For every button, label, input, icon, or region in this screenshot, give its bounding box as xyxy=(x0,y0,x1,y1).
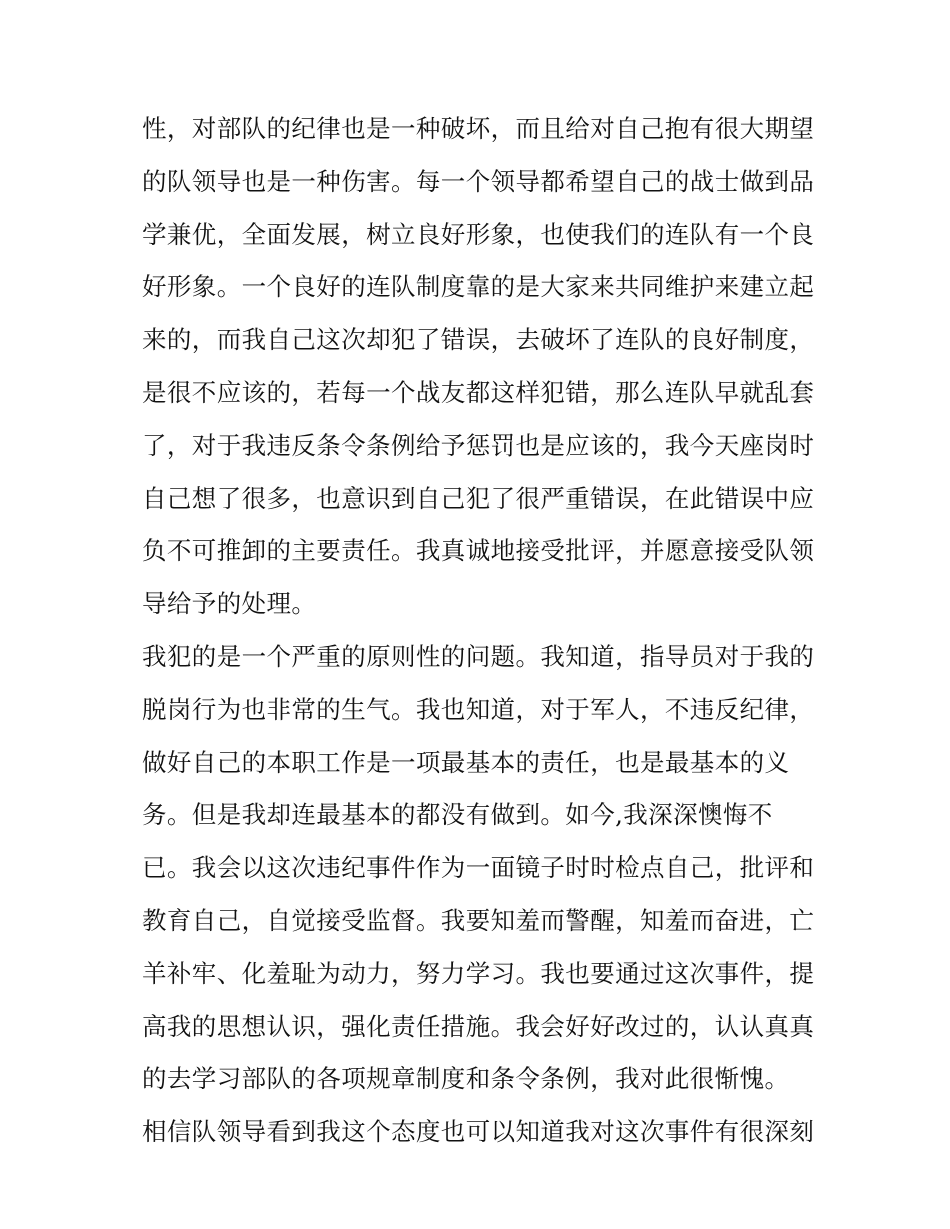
text-line: 教育自己，自觉接受监督。我要知羞而警醒，知羞而奋进，亡 xyxy=(142,905,815,935)
text-line: 务。但是我却连最基本的都没有做到。如今,我深深懊悔不 xyxy=(142,800,773,830)
text-line: 学兼优，全面发展，树立良好形象，也使我们的连队有一个良 xyxy=(142,219,815,249)
text-line: 自己想了很多，也意识到自己犯了很严重错误，在此错误中应 xyxy=(142,483,815,513)
text-line: 脱岗行为也非常的生气。我也知道，对于军人，不违反纪律， xyxy=(142,694,815,724)
text-line: 我犯的是一个严重的原则性的问题。我知道，指导员对于我的 xyxy=(142,641,815,671)
text-line: 相信队领导看到我这个态度也可以知道我对这次事件有很深刻 xyxy=(142,1117,815,1147)
text-line: 已。我会以这次违纪事件作为一面镜子时时检点自己，批评和 xyxy=(142,853,815,883)
text-line: 的队领导也是一种伤害。每一个领导都希望自己的战士做到品 xyxy=(142,166,815,196)
text-line: 负不可推卸的主要责任。我真诚地接受批评，并愿意接受队领 xyxy=(142,536,815,566)
text-line: 导给予的处理。 xyxy=(142,589,317,619)
text-line: 了，对于我违反条令条例给予惩罚也是应该的，我今天座岗时 xyxy=(142,430,815,460)
body-text xyxy=(142,103,822,1159)
text-line: 来的，而我自己这次却犯了错误，去破坏了连队的良好制度， xyxy=(142,325,815,355)
text-line: 高我的思想认识，强化责任措施。我会好好改过的，认认真真 xyxy=(142,1011,815,1041)
text-line: 是很不应该的，若每一个战友都这样犯错，那么连队早就乱套 xyxy=(142,377,815,407)
text-line: 的去学习部队的各项规章制度和条令条例，我对此很惭愧。 xyxy=(142,1064,790,1094)
text-line: 好形象。一个良好的连队制度靠的是大家来共同维护来建立起 xyxy=(142,272,815,302)
text-line: 性，对部队的纪律也是一种破坏，而且给对自己抱有很大期望 xyxy=(142,114,815,143)
text-line: 羊补牢、化羞耻为动力，努力学习。我也要通过这次事件，提 xyxy=(142,958,815,988)
text-line: 做好自己的本职工作是一项最基本的责任，也是最基本的义 xyxy=(142,747,790,777)
